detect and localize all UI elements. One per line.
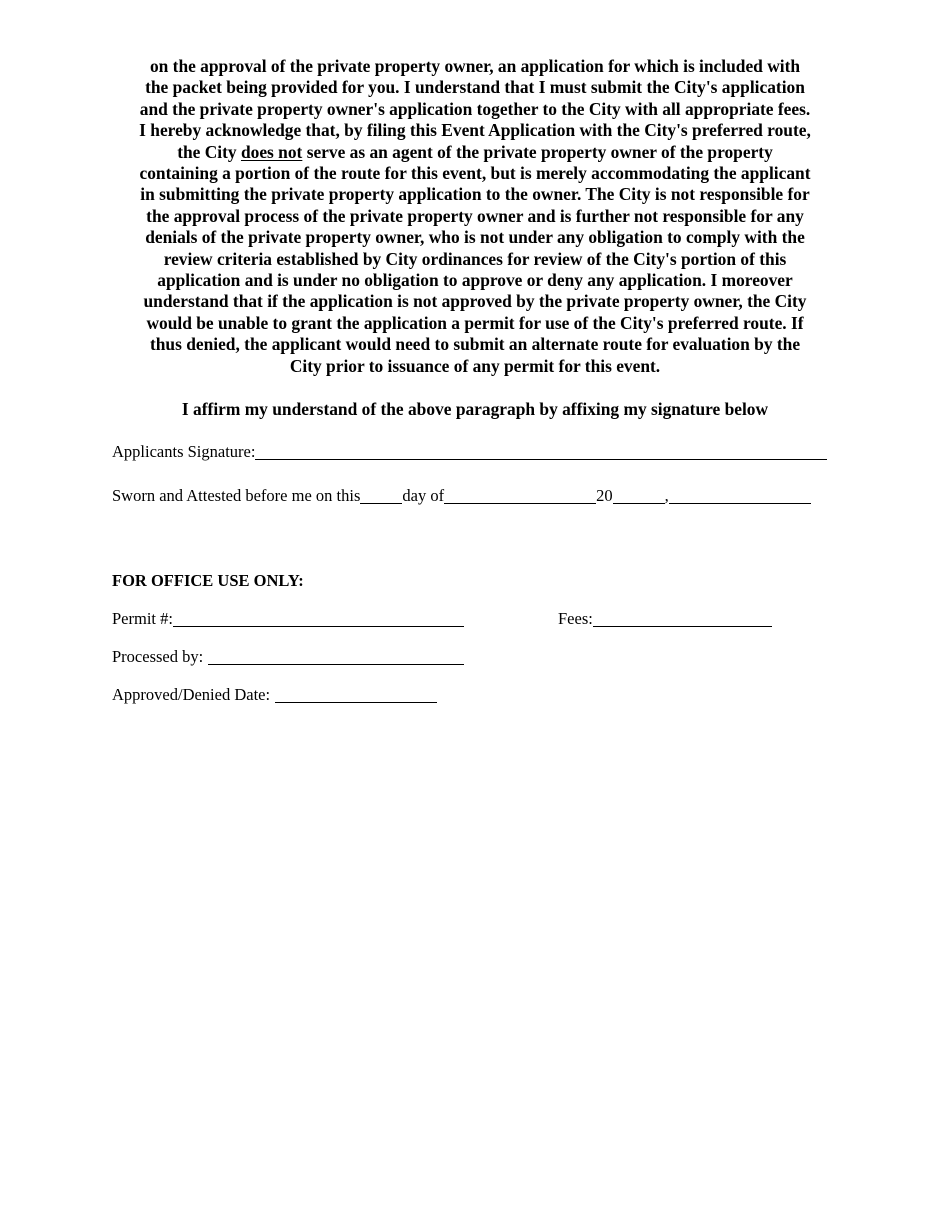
paragraph-line: understand that if the application is not approved by the private property owner, the City bbox=[143, 291, 807, 312]
fees-label: Fees: bbox=[558, 609, 593, 628]
signature-row bbox=[112, 442, 827, 462]
fees-row bbox=[558, 609, 772, 629]
paragraph-line: the packet being provided for you. I understand that I must submit the City's application bbox=[145, 77, 805, 98]
sworn-row bbox=[112, 486, 811, 506]
paragraph-line: thus denied, the applicant would need to submit an alternate route for evaluation by the bbox=[149, 334, 801, 355]
paragraph-line: application and is under no obligation to approve or deny any application. I moreover bbox=[157, 270, 793, 291]
signature-field[interactable] bbox=[255, 444, 827, 460]
permit-field[interactable] bbox=[173, 611, 464, 627]
approved-date-field[interactable] bbox=[275, 687, 437, 703]
day-of-label: day of bbox=[402, 486, 445, 505]
processed-row bbox=[112, 647, 464, 667]
office-use-heading: FOR OFFICE USE ONLY: bbox=[112, 571, 304, 590]
permit-label: Permit #: bbox=[112, 609, 173, 628]
month-field[interactable] bbox=[444, 488, 596, 504]
paragraph-line: City prior to issuance of any permit for this event. bbox=[289, 355, 661, 376]
permit-row bbox=[112, 609, 464, 629]
year-field[interactable] bbox=[613, 488, 665, 504]
paragraph-line: in submitting the private property application to the owner. The City is not responsible for bbox=[140, 184, 810, 205]
affirmation-statement: I affirm my understand of the above paragraph by affixing my signature below bbox=[181, 399, 769, 419]
approved-row bbox=[112, 685, 437, 705]
paragraph-line: would be unable to grant the application a permit for use of the City's preferred route. If bbox=[146, 312, 804, 333]
location-field[interactable] bbox=[669, 488, 811, 504]
paragraph-text: the City bbox=[177, 141, 241, 162]
year-prefix: 20 bbox=[596, 486, 613, 505]
paragraph-line: review criteria established by City ordinances for review of the City's portion of this bbox=[163, 248, 787, 269]
comma: , bbox=[664, 486, 669, 505]
paragraph-line: the approval process of the private property owner and is further not responsible for any bbox=[146, 205, 804, 226]
sworn-label: Sworn and Attested before me on this bbox=[112, 486, 361, 505]
paragraph-line: I hereby acknowledge that, by filing this Event Application with the City's preferred route, bbox=[139, 120, 811, 141]
processed-label: Processed by: bbox=[112, 647, 204, 666]
does-not-underlined: does not bbox=[240, 141, 303, 162]
paragraph-line: on the approval of the private property owner, an application for which is included with bbox=[149, 56, 801, 76]
paragraph-line: denials of the private property owner, who is not under any obligation to comply with the bbox=[145, 227, 805, 248]
processed-field[interactable] bbox=[208, 649, 464, 665]
paragraph-line bbox=[108, 142, 842, 163]
paragraph-text: serve as an agent of the private property owner of the property bbox=[302, 141, 773, 162]
fees-field[interactable] bbox=[593, 611, 772, 627]
paragraph-line: containing a portion of the route for this event, but is merely accommodating the applicant bbox=[139, 163, 811, 184]
approved-label: Approved/Denied Date: bbox=[112, 685, 271, 704]
paragraph-line: and the private property owner's application together to the City with all appropriate fees. bbox=[139, 98, 811, 119]
acknowledgement-paragraph bbox=[108, 56, 842, 377]
signature-label: Applicants Signature: bbox=[112, 442, 256, 461]
day-field[interactable] bbox=[360, 488, 402, 504]
